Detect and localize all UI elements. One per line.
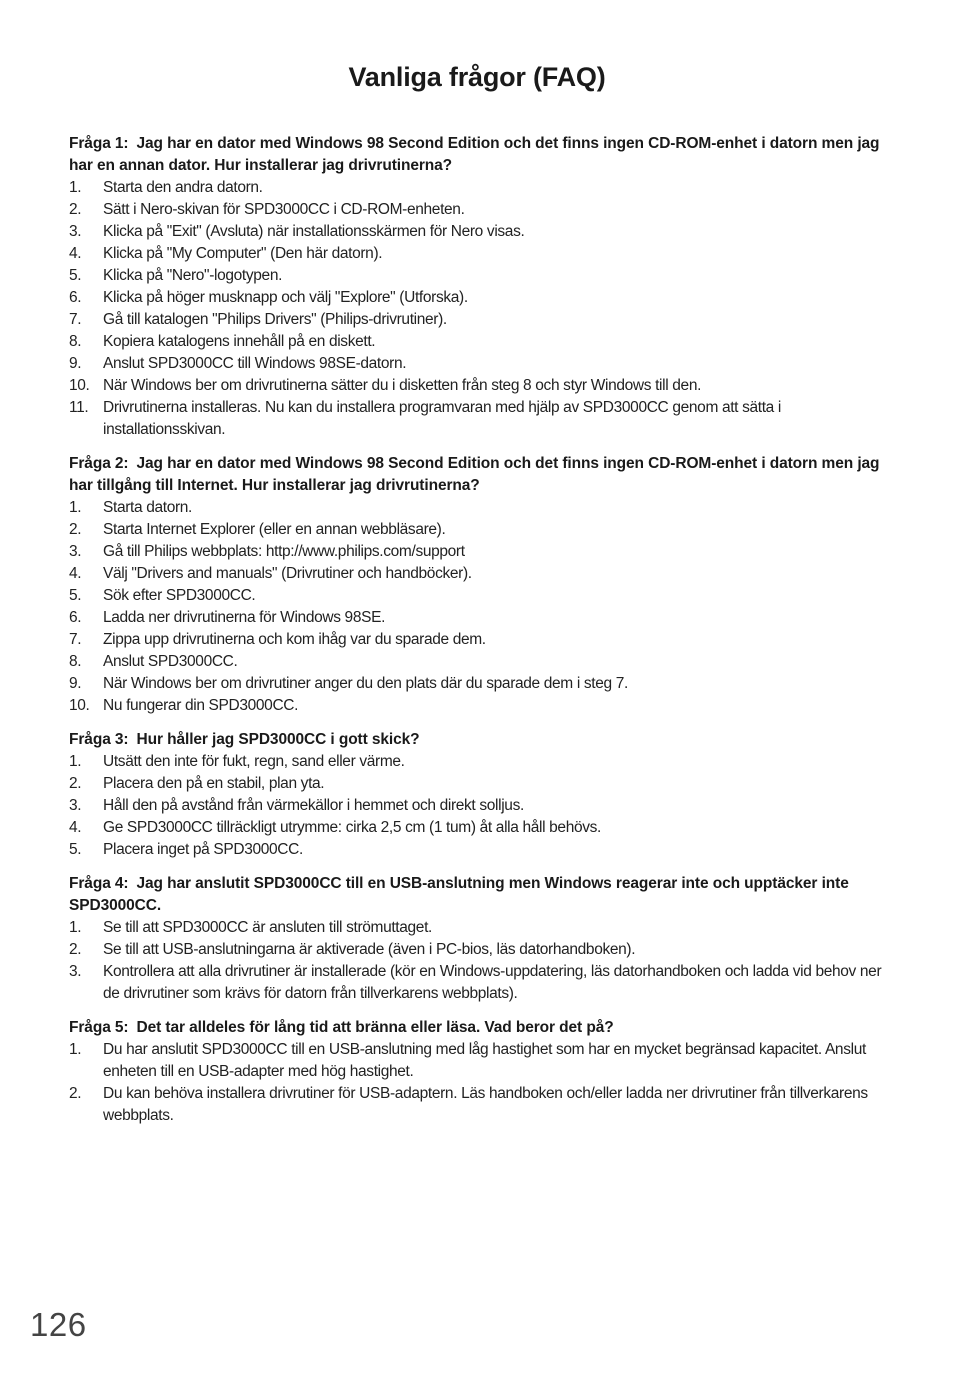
list-item [69, 563, 887, 585]
faq-section-4 [69, 873, 887, 1005]
step-text: Kontrollera att alla drivrutiner är installerade (kör en Windows-uppdatering, läs datorhandboken och ladda vid behov ner de drivrutiner som krävs för datorn från tillverkarens webbplats). [103, 963, 882, 1002]
step-text: Du har anslutit SPD3000CC till en USB-anslutning med låg hastighet som har en mycket begränsad kapacitet. Anslut enheten till en USB-adapter med hög hastighet. [103, 1041, 866, 1080]
step-number: 3. [69, 963, 82, 980]
question-text: Det tar alldeles för lång tid att bränna eller läsa. Vad beror det på? [136, 1019, 614, 1036]
list-item [69, 629, 887, 651]
faq-question [69, 1017, 887, 1039]
list-item [69, 773, 887, 795]
step-text: Välj "Drivers and manuals" (Drivrutiner och handböcker). [103, 565, 472, 582]
step-text: Starta datorn. [103, 499, 193, 516]
step-number: 10. [69, 697, 90, 714]
step-text: Drivrutinerna installeras. Nu kan du installera programvaran med hjälp av SPD3000CC genom att sätta i installationsskivan. [103, 399, 781, 438]
steps-list [69, 497, 887, 717]
list-item [69, 585, 887, 607]
list-item [69, 199, 887, 221]
faq-content [69, 133, 887, 1139]
list-item [69, 541, 887, 563]
step-number: 2. [69, 201, 82, 218]
list-item [69, 397, 887, 441]
step-text: Nu fungerar din SPD3000CC. [103, 697, 299, 714]
step-number: 1. [69, 1041, 82, 1058]
step-text: Se till att SPD3000CC är ansluten till strömuttaget. [103, 919, 432, 936]
step-number: 6. [69, 609, 82, 626]
faq-section-2 [69, 453, 887, 717]
step-number: 1. [69, 499, 82, 516]
list-item [69, 375, 887, 397]
step-text: Klicka på "Exit" (Avsluta) när installationsskärmen för Nero visas. [103, 223, 525, 240]
list-item [69, 353, 887, 375]
step-number: 5. [69, 841, 82, 858]
steps-list [69, 751, 887, 861]
list-item [69, 221, 887, 243]
step-text: Placera den på en stabil, plan yta. [103, 775, 325, 792]
list-item [69, 961, 887, 1005]
step-number: 2. [69, 941, 82, 958]
faq-section-1 [69, 133, 887, 441]
faq-question [69, 133, 887, 177]
faq-question [69, 453, 887, 497]
step-text: När Windows ber om drivrutiner anger du den plats där du sparade dem i steg 7. [103, 675, 628, 692]
step-number: 1. [69, 919, 82, 936]
step-number: 9. [69, 675, 82, 692]
step-number: 2. [69, 521, 82, 538]
step-text: Zippa upp drivrutinerna och kom ihåg var du sparade dem. [103, 631, 486, 648]
step-number: 4. [69, 819, 82, 836]
list-item [69, 243, 887, 265]
list-item [69, 939, 887, 961]
step-text: Sätt i Nero-skivan för SPD3000CC i CD-ROM-enheten. [103, 201, 465, 218]
step-text: När Windows ber om drivrutinerna sätter du i disketten från steg 8 och styr Windows till den. [103, 377, 702, 394]
step-number: 9. [69, 355, 82, 372]
question-label: Fråga 2: [69, 455, 129, 472]
step-text: Starta Internet Explorer (eller en annan webbläsare). [103, 521, 446, 538]
steps-list [69, 917, 887, 1005]
list-item [69, 265, 887, 287]
step-number: 11. [69, 399, 89, 416]
step-number: 6. [69, 289, 82, 306]
step-text: Klicka på höger musknapp och välj "Explore" (Utforska). [103, 289, 468, 306]
question-label: Fråga 3: [69, 731, 129, 748]
step-text: Gå till Philips webbplats: http://www.philips.com/support [103, 543, 465, 560]
step-text: Se till att USB-anslutningarna är aktiverade (även i PC-bios, läs datorhandboken). [103, 941, 636, 958]
page-title: Vanliga frågor (FAQ) [348, 62, 606, 92]
step-number: 3. [69, 223, 82, 240]
question-text: Hur håller jag SPD3000CC i gott skick? [136, 731, 420, 748]
step-text: Gå till katalogen "Philips Drivers" (Philips-drivrutiner). [103, 311, 447, 328]
step-text: Utsätt den inte för fukt, regn, sand eller värme. [103, 753, 405, 770]
list-item [69, 177, 887, 199]
question-label: Fråga 1: [69, 135, 129, 152]
step-text: Klicka på "My Computer" (Den här datorn). [103, 245, 383, 262]
step-number: 4. [69, 565, 82, 582]
step-number: 2. [69, 775, 82, 792]
step-text: Klicka på "Nero"-logotypen. [103, 267, 283, 284]
list-item [69, 1039, 887, 1083]
list-item [69, 287, 887, 309]
step-text: Anslut SPD3000CC till Windows 98SE-datorn. [103, 355, 407, 372]
question-text: Jag har en dator med Windows 98 Second Edition och det finns ingen CD-ROM-enhet i datorn men jag har en annan dator. Hur installerar jag drivrutinerna? [69, 135, 880, 174]
list-item [69, 309, 887, 331]
steps-list [69, 177, 887, 441]
step-text: Ge SPD3000CC tillräckligt utrymme: cirka 2,5 cm (1 tum) åt alla håll behövs. [103, 819, 602, 836]
step-number: 5. [69, 587, 82, 604]
page-number: 126 [30, 1306, 87, 1343]
list-item [69, 519, 887, 541]
step-text: Du kan behöva installera drivrutiner för USB-adaptern. Läs handboken och/eller ladda ner drivrutiner från tillverkarens webbplats. [103, 1085, 868, 1124]
faq-question [69, 729, 887, 751]
step-text: Sök efter SPD3000CC. [103, 587, 256, 604]
list-item [69, 651, 887, 673]
list-item [69, 331, 887, 353]
question-text: Jag har en dator med Windows 98 Second Edition och det finns ingen CD-ROM-enhet i datorn men jag har tillgång till Internet. Hur installerar jag drivrutinerna? [69, 455, 880, 494]
question-label: Fråga 4: [69, 875, 129, 892]
step-number: 4. [69, 245, 82, 262]
step-number: 3. [69, 797, 82, 814]
faq-section-5 [69, 1017, 887, 1127]
step-number: 1. [69, 179, 82, 196]
list-item [69, 1083, 887, 1127]
step-text: Placera inget på SPD3000CC. [103, 841, 303, 858]
step-text: Anslut SPD3000CC. [103, 653, 238, 670]
list-item [69, 917, 887, 939]
steps-list [69, 1039, 887, 1127]
step-text: Starta den andra datorn. [103, 179, 263, 196]
list-item [69, 839, 887, 861]
question-label: Fråga 5: [69, 1019, 129, 1036]
step-text: Ladda ner drivrutinerna för Windows 98SE. [103, 609, 386, 626]
step-number: 10. [69, 377, 90, 394]
step-text: Håll den på avstånd från värmekällor i hemmet och direkt solljus. [103, 797, 524, 814]
list-item [69, 673, 887, 695]
faq-section-3 [69, 729, 887, 861]
step-number: 2. [69, 1085, 82, 1102]
step-number: 5. [69, 267, 82, 284]
step-number: 7. [69, 311, 82, 328]
list-item [69, 795, 887, 817]
list-item [69, 751, 887, 773]
list-item [69, 607, 887, 629]
step-number: 7. [69, 631, 82, 648]
list-item [69, 817, 887, 839]
question-text: Jag har anslutit SPD3000CC till en USB-anslutning men Windows reagerar inte och upptäcker inte SPD3000CC. [69, 875, 849, 914]
step-number: 1. [69, 753, 82, 770]
step-number: 8. [69, 333, 82, 350]
list-item [69, 695, 887, 717]
step-number: 3. [69, 543, 82, 560]
faq-question [69, 873, 887, 917]
step-number: 8. [69, 653, 82, 670]
list-item [69, 497, 887, 519]
step-text: Kopiera katalogens innehåll på en diskett. [103, 333, 376, 350]
